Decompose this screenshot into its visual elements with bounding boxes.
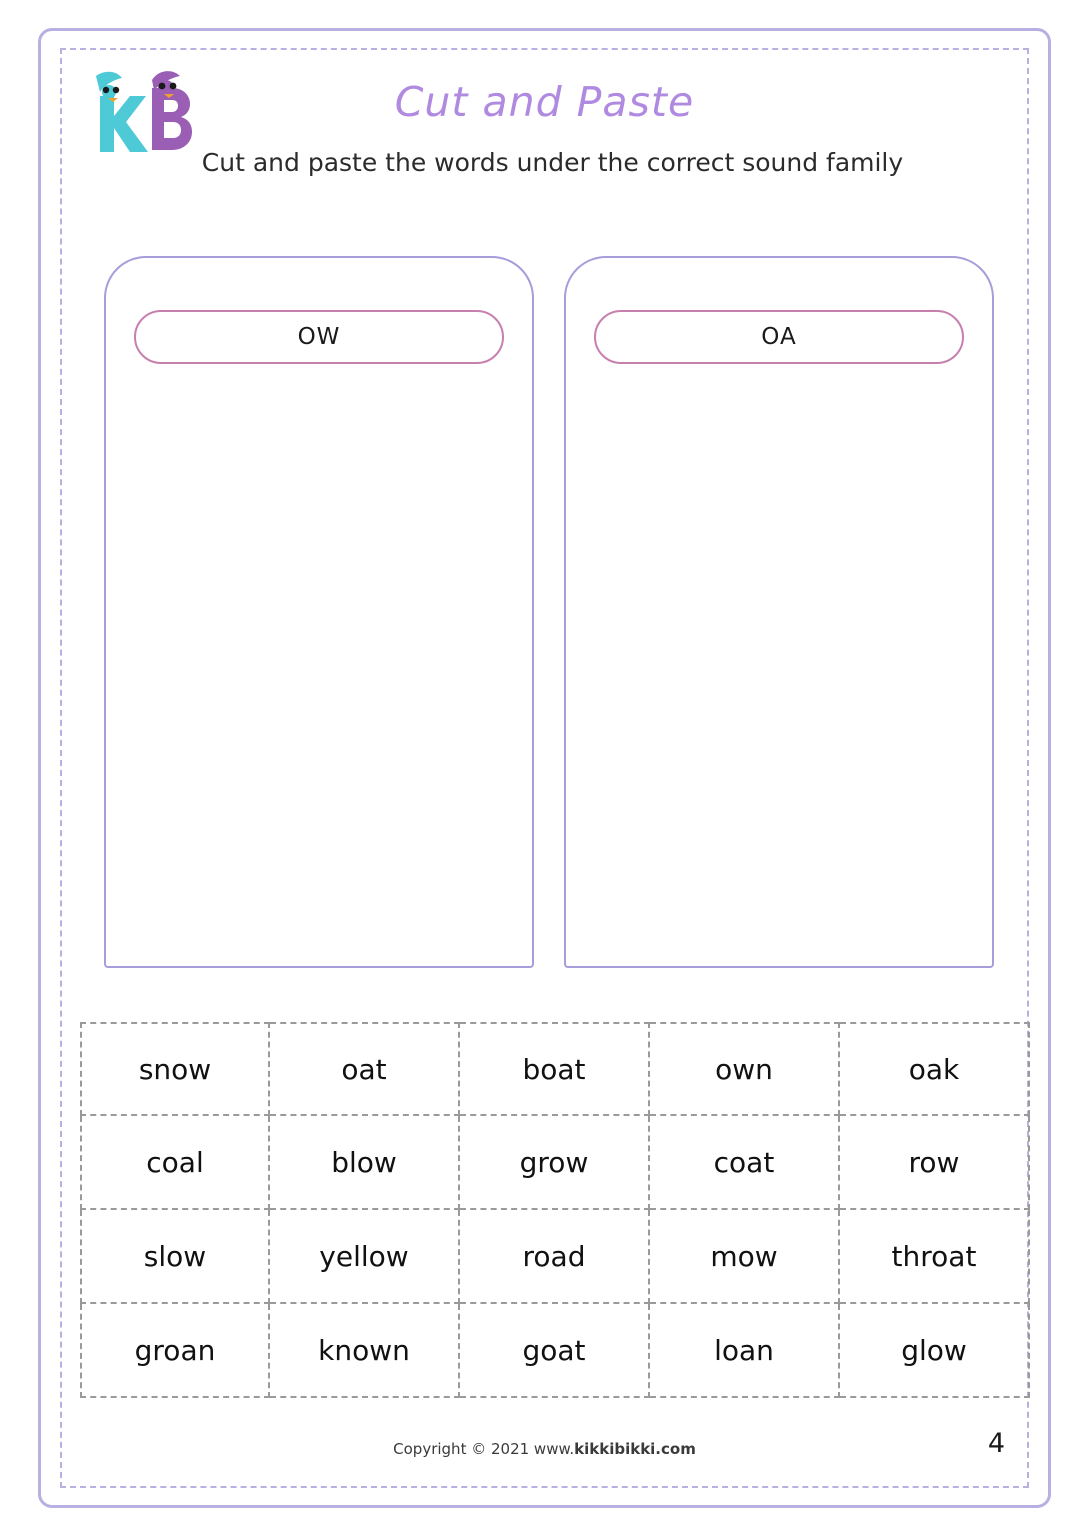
- word-card[interactable]: oat: [270, 1022, 460, 1116]
- word-card[interactable]: grow: [460, 1116, 650, 1210]
- sorting-pocket-ow[interactable]: [104, 256, 534, 968]
- pocket-label-oa: OA: [594, 310, 964, 364]
- word-card[interactable]: loan: [650, 1304, 840, 1398]
- word-card[interactable]: mow: [650, 1210, 840, 1304]
- word-card[interactable]: row: [840, 1116, 1030, 1210]
- copyright-brand: kikkibikki.com: [574, 1440, 696, 1458]
- word-card[interactable]: goat: [460, 1304, 650, 1398]
- word-card[interactable]: glow: [840, 1304, 1030, 1398]
- copyright-prefix: Copyright © 2021 www.: [393, 1440, 575, 1458]
- word-card[interactable]: coal: [80, 1116, 270, 1210]
- page-title: Cut and Paste: [394, 78, 695, 126]
- word-card[interactable]: groan: [80, 1304, 270, 1398]
- word-card[interactable]: road: [460, 1210, 650, 1304]
- word-card[interactable]: throat: [840, 1210, 1030, 1304]
- word-card[interactable]: coat: [650, 1116, 840, 1210]
- page-number: 4: [987, 1428, 1005, 1459]
- word-card[interactable]: oak: [840, 1022, 1030, 1116]
- word-card[interactable]: slow: [80, 1210, 270, 1304]
- page-instructions: Cut and paste the words under the correct sound family: [201, 148, 904, 177]
- word-card[interactable]: boat: [460, 1022, 650, 1116]
- word-card[interactable]: own: [650, 1022, 840, 1116]
- word-card[interactable]: yellow: [270, 1210, 460, 1304]
- word-card[interactable]: known: [270, 1304, 460, 1398]
- word-card[interactable]: blow: [270, 1116, 460, 1210]
- word-card-grid: [80, 1022, 1030, 1398]
- word-card[interactable]: snow: [80, 1022, 270, 1116]
- sorting-pocket-oa[interactable]: [564, 256, 994, 968]
- copyright-text: [0, 1440, 1089, 1458]
- pocket-label-ow: OW: [134, 310, 504, 364]
